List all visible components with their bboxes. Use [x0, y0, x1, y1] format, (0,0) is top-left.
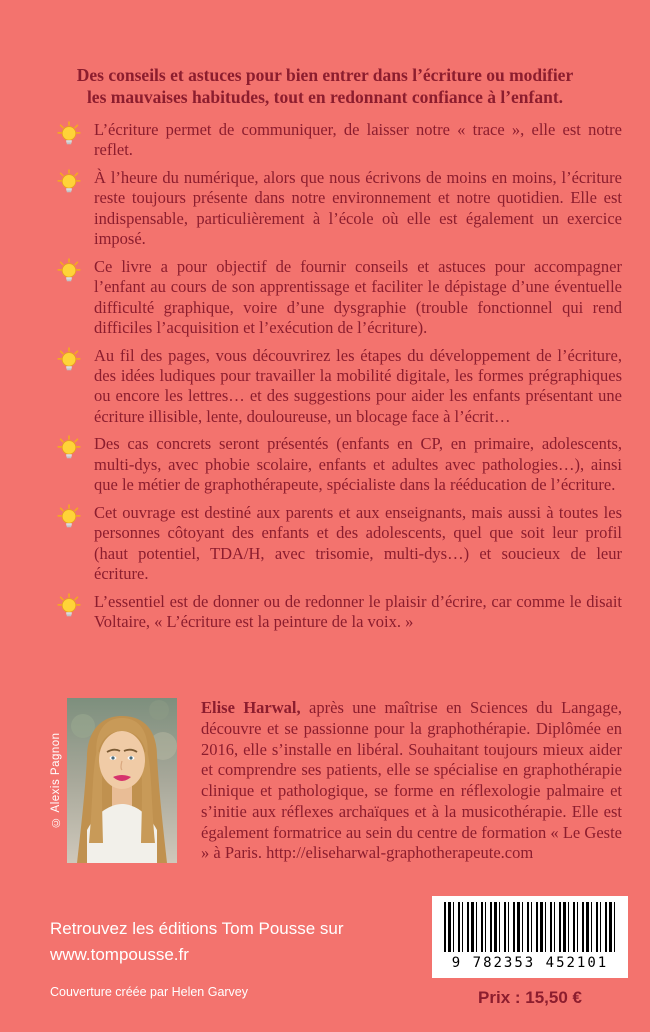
intro-text: Des conseils et astuces pour bien entrer dans l’écriture ou modifier les mauvaises habitudes, tout en redonnant confiance à l’enfant. — [76, 65, 574, 108]
lightbulb-icon — [56, 121, 82, 149]
author-section — [50, 698, 622, 864]
price-label: Prix : 15,50 € — [478, 988, 582, 1007]
publisher-footer — [50, 916, 344, 999]
lightbulb-icon — [56, 435, 82, 463]
author-photo — [67, 698, 177, 863]
author-bio — [201, 698, 622, 864]
bullet-item — [56, 257, 622, 339]
bullet-text: Au fil des pages, vous découvrirez les étapes du développement de l’écriture, des idées ludiques pour travailler la mobilité digitale, les formes prégraphiques ou encore les lettres… et des suggestions pour aider les enfants présentant une écriture illisible, lente, douloureuse, un blocage face à l’écrit… — [94, 345, 622, 426]
author-name: Elise Harwal, — [201, 698, 301, 717]
barcode — [432, 896, 628, 978]
bullet-item — [56, 434, 622, 495]
bullet-item — [56, 120, 622, 161]
barcode-number: 9 782353 452101 — [451, 955, 609, 971]
bullet-text: L’essentiel est de donner ou de redonner le plaisir d’écrire, car comme le disait Voltaire, « L’écriture est la peinture de la voix. » — [94, 591, 622, 631]
lightbulb-icon — [56, 504, 82, 532]
lightbulb-icon — [56, 347, 82, 375]
bullet-text: Cet ouvrage est destiné aux parents et aux enseignants, mais aussi à toutes les personnes côtoyant des enfants et des adolescents, quel que soit leur profil (haut potentiel, TDA/H, avec trisomie, multi-dys…) et soucieux de leur écriture. — [94, 502, 622, 584]
bullet-text: Ce livre a pour objectif de fournir conseils et astuces pour accompagner l’enfant au cours de son apprentissage et faciliter le dépistage d’une éventuelle difficulté graphique, voire d’une dysgraphie (trouble fonctionnel qui rend difficiles l’acquisition et l’exécution de l’écriture). — [94, 256, 622, 338]
bullet-item — [56, 346, 622, 428]
publisher-line: Retrouvez les éditions Tom Pousse sur — [50, 919, 344, 938]
lightbulb-icon — [56, 593, 82, 621]
author-portrait-illustration — [67, 698, 177, 863]
bullet-text: À l’heure du numérique, alors que nous écrivons de moins en moins, l’écriture reste toujours présente dans notre environnement et notre quotidien. Elle est indispensable, particulièrement à l’école où elle est également un exercice imposé. — [94, 167, 622, 249]
barcode-bars — [444, 902, 616, 952]
bullet-item — [56, 503, 622, 585]
cover-credit: Couverture créée par Helen Garvey — [50, 984, 249, 999]
photo-credit: © Alexis Pagnon — [50, 732, 62, 829]
lightbulb-icon — [56, 169, 82, 197]
bullet-text: L’écriture permet de communiquer, de laisser notre « trace », elle est notre reflet. — [94, 120, 622, 160]
bullet-list — [56, 120, 622, 632]
bullet-text: Des cas concrets seront présentés (enfants en CP, en primaire, adolescents, multi-dys, avec phobie scolaire, enfants et adultes avec pathologies…), ainsi que le métier de graphothérapeute, spécialiste dans la rééducation de l’écriture. — [94, 434, 622, 495]
author-bio-text: après une maîtrise en Sciences du Langage, découvre et se passionne pour la graphothérapie. Diplômée en 2016, elle s’installe en libéral. Souhaitant toujours mieux aider et comprendre ses patients, elle se spécialise en graphothérapie clinique et pathologique, se forme en réflexologie palmaire et s’initie aux réflexes archaïques et à la musicothérapie. Elle est également formatrice au sein du centre de formation « Le Geste » à Paris. http://eliseharwal-graphotherapeute.com — [201, 698, 623, 863]
bullet-item — [56, 592, 622, 633]
bullet-item — [56, 168, 622, 250]
publisher-url: www.tompousse.fr — [50, 945, 189, 965]
lightbulb-icon — [56, 258, 82, 286]
